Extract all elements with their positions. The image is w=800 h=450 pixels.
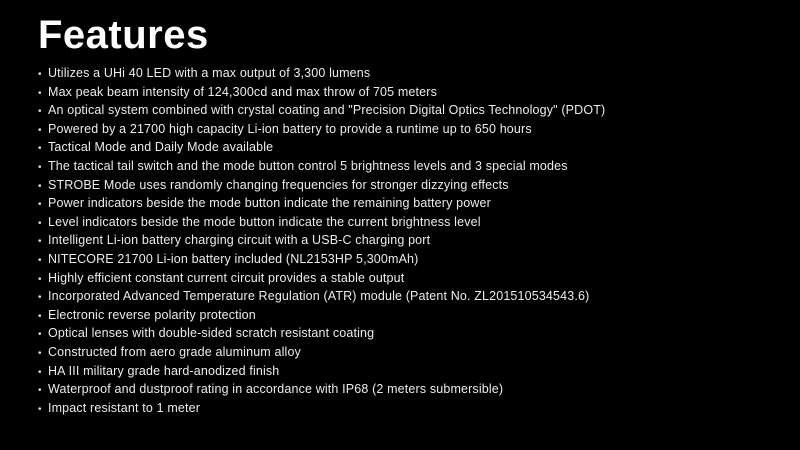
bullet-icon: • (38, 87, 42, 99)
feature-text: Constructed from aero grade aluminum alloy (48, 344, 301, 359)
feature-text: Powered by a 21700 high capacity Li-ion battery to provide a runtime up to 650 hours (48, 121, 532, 136)
bullet-icon: • (38, 217, 42, 229)
feature-item (38, 307, 770, 326)
feature-text: Max peak beam intensity of 124,300cd and max throw of 705 meters (48, 84, 437, 99)
feature-text: Highly efficient constant current circuit provides a stable output (48, 270, 405, 285)
bullet-icon: • (38, 69, 42, 80)
bullet-icon: • (38, 273, 42, 285)
feature-text: Level indicators beside the mode button indicate the current brightness level (48, 214, 481, 229)
page-title: Features (38, 13, 209, 57)
feature-text: STROBE Mode uses randomly changing frequencies for stronger dizzying effects (48, 177, 509, 192)
bullet-icon: • (38, 329, 42, 341)
feature-item (38, 251, 770, 270)
feature-item (38, 214, 770, 233)
feature-text: NITECORE 21700 Li-ion battery included (NL2153HP 5,300mAh) (48, 251, 419, 266)
feature-item (38, 325, 770, 344)
bullet-icon: • (38, 385, 42, 397)
feature-item (38, 288, 770, 307)
feature-text: Tactical Mode and Daily Mode available (48, 140, 274, 155)
feature-item (38, 139, 770, 158)
feature-item (38, 344, 770, 363)
features-list (0, 55, 800, 418)
bullet-icon: • (38, 236, 42, 248)
bullet-icon: • (38, 403, 42, 415)
feature-item (38, 177, 770, 196)
bullet-icon: • (38, 347, 42, 359)
bullet-icon: • (38, 254, 42, 266)
feature-text: Optical lenses with double-sided scratch resistant coating (48, 326, 375, 341)
bullet-icon: • (38, 366, 42, 378)
feature-item (38, 102, 770, 121)
bullet-icon: • (38, 180, 42, 192)
feature-item (38, 121, 770, 140)
feature-text: Power indicators beside the mode button indicate the remaining battery power (48, 196, 491, 211)
feature-item (38, 400, 770, 419)
feature-text: HA III military grade hard-anodized finish (48, 363, 280, 378)
feature-item (38, 84, 770, 103)
bullet-icon: • (38, 310, 42, 322)
bullet-icon: • (38, 199, 42, 211)
feature-text: Incorporated Advanced Temperature Regulation (ATR) module (Patent No. ZL201510534543.6) (48, 289, 590, 304)
feature-item (38, 270, 770, 289)
feature-text: Waterproof and dustproof rating in accordance with IP68 (2 meters submersible) (48, 382, 504, 397)
feature-text: Impact resistant to 1 meter (48, 400, 201, 415)
feature-text: An optical system combined with crystal coating and "Precision Digital Optics Technology" (PDOT) (48, 103, 606, 118)
feature-text: Electronic reverse polarity protection (48, 307, 256, 322)
feature-text: Intelligent Li-ion battery charging circuit with a USB-C charging port (48, 233, 431, 248)
feature-text: The tactical tail switch and the mode button control 5 brightness levels and 3 special modes (48, 158, 568, 173)
feature-item (38, 363, 770, 382)
bullet-icon: • (38, 292, 42, 304)
bullet-icon: • (38, 143, 42, 155)
feature-item (38, 381, 770, 400)
feature-item (38, 195, 770, 214)
feature-text: Utilizes a UHi 40 LED with a max output of 3,300 lumens (48, 66, 371, 80)
bullet-icon: • (38, 161, 42, 173)
feature-item (38, 65, 770, 84)
feature-item (38, 158, 770, 177)
bullet-icon: • (38, 106, 42, 118)
feature-item (38, 232, 770, 251)
bullet-icon: • (38, 124, 42, 136)
